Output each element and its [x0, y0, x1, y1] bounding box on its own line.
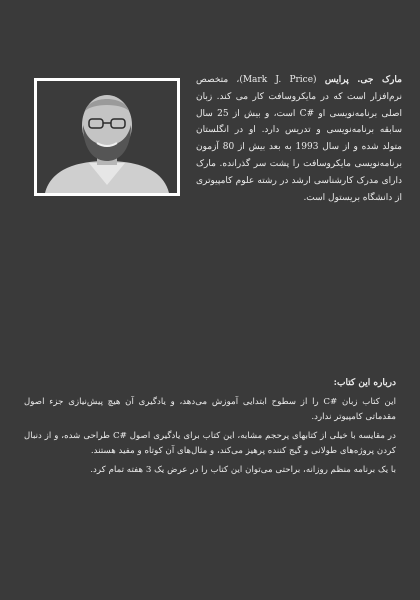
- about-book-heading: درباره این کتاب:: [333, 378, 396, 388]
- author-latin-name: (Mark J. Price): [239, 75, 317, 85]
- about-book-paragraph-2: در مقایسه با خیلی از کتابهای پرحجم مشابه، این کتاب برای یادگیری اصول #C طراحی شده، و از دنبال کردن پروژه‌های طولانی و گیج کننده پرهیز می‌کند، و مثال‌های آن کوتاه و مفید هستند.: [24, 431, 396, 456]
- author-photo-frame: [34, 78, 180, 196]
- author-bio-text: ، متخصص نرم‌افزار است که در مایکروسافت کار می کند. زبان اصلی برنامه‌نویسی او #C است، و بیش از 25 سال سابقه برنامه‌نویسی و تدریس دارد. او در انگلستان متولد شده و از سال 1993 به بعد بیش از 80 آزمون برنامه‌نویسی مایکروسافت را پشت سر گذرانده. مارک دارای مدرک کارشناسی ارشد در رشته علوم کامپیوتری از دانشگاه بریستول است.: [196, 75, 402, 203]
- about-book-paragraph-3: با یک برنامه منظم روزانه، براحتی می‌توان این کتاب را در عرض یک 3 هفته تمام کرد.: [90, 465, 396, 475]
- about-book-section: [24, 376, 396, 482]
- author-portrait-image: [37, 81, 177, 193]
- author-bio: [196, 72, 402, 206]
- author-photo: [37, 81, 177, 193]
- about-book-paragraph-1: این کتاب زبان #C را از سطوح ابتدایی آموزش می‌دهد، و یادگیری آن هیچ پیش‌نیازی جزء اصول مقدماتی کامپیوتر ندارد.: [24, 397, 396, 422]
- author-name: مارک جی. پرایس: [324, 75, 402, 85]
